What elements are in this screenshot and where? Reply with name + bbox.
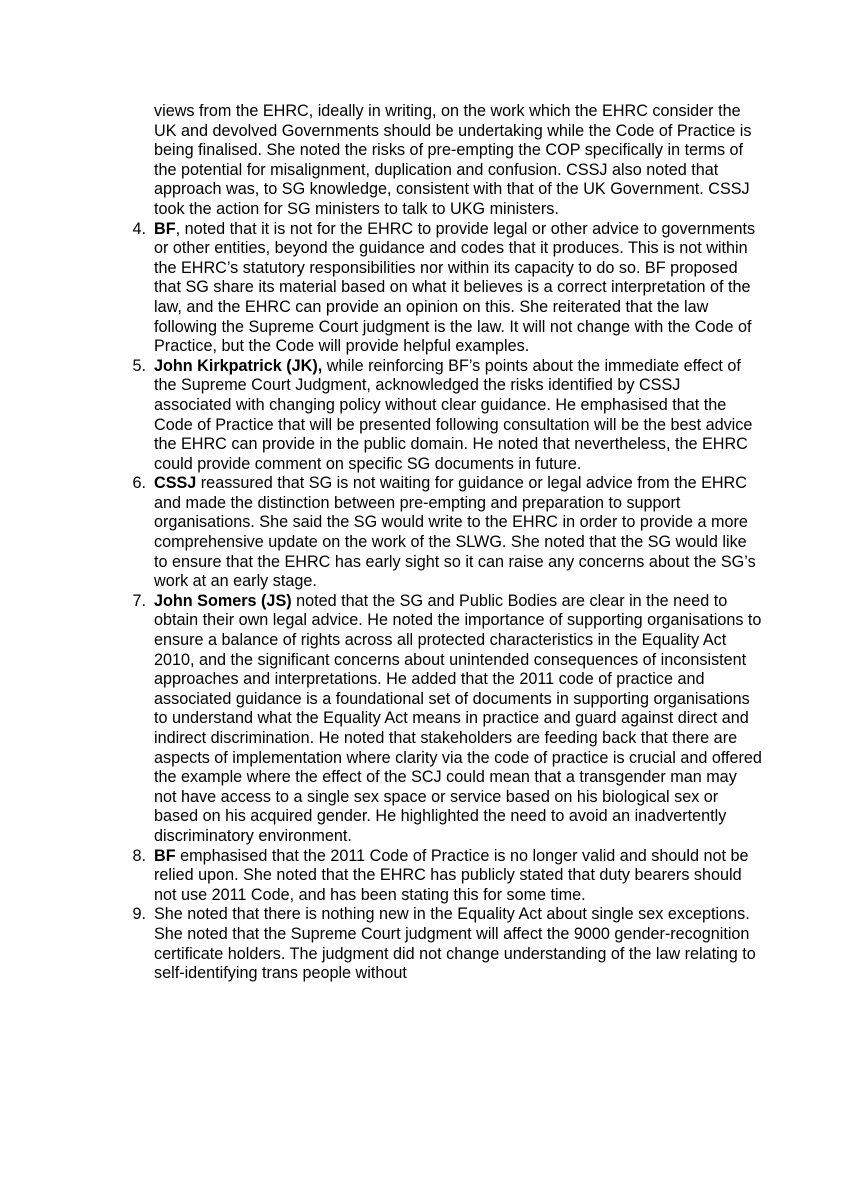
item-body: while reinforcing BF’s points about the immediate effect of the Supreme Court Judgment, acknowledged the risks identified by CSSJ associated with changing policy without clear guidance. He emphasised that the Code of Practice that will be presented following consultation will be the best advice the EHRC can provide in the public domain. He noted that nevertheless, the EHRC could provide comment on specific SG documents in future. — [154, 356, 753, 473]
item-number: 8. — [132, 846, 146, 865]
item-lead: CSSJ — [154, 474, 197, 493]
list-item — [122, 357, 762, 475]
item-body: noted that the SG and Public Bodies are clear in the need to obtain their own legal advice. He noted the importance of supporting organisations to ensure a balance of rights across all protected characteristics in the Equality Act 2010, and the significant concerns about unintended consequences of inconsistent approaches and interpretations. He added that the 2011 code of practice and associated guidance is a foundational set of documents in supporting organisations to understand what the Equality Act means in practice and guard against direct and indirect discrimination. He noted that stakeholders are feeding back that there are aspects of implementation where clarity via the code of practice is crucial and offered the example where the effect of the SCJ could mean that a transgender man may not have access to a single sex space or service based on his biological sex or based on his acquired gender. He highlighted the need to avoid an inadvertently discriminatory environment. — [154, 591, 762, 845]
list-item — [122, 102, 762, 220]
item-number: 5. — [132, 356, 146, 375]
item-lead: BF — [154, 846, 176, 865]
item-body: She noted that there is nothing new in the Equality Act about single sex exceptions. She noted that the Supreme Court judgment will affect the 9000 gender-recognition certificate holders. The judgment did not change understanding of the law relating to self-identifying trans people without — [154, 905, 756, 983]
list-item — [122, 847, 762, 906]
item-number: 6. — [132, 474, 146, 493]
item-text — [154, 847, 762, 906]
item-text — [154, 357, 762, 475]
item-lead: John Kirkpatrick (JK), — [154, 356, 323, 375]
list-item — [122, 220, 762, 357]
list-item — [122, 592, 762, 847]
item-body: emphasised that the 2011 Code of Practice is no longer valid and should not be relied upon. She noted that the EHRC has publicly stated that duty bearers should not use 2011 Code, and has been stating this for some time. — [154, 846, 749, 904]
list-item — [122, 474, 762, 592]
item-number: 7. — [132, 591, 146, 610]
item-body: , noted that it is not for the EHRC to provide legal or other advice to governments or other entities, beyond the guidance and codes that it produces. This is not within the EHRC’s statutory responsibilities nor within its capacity to do so. BF proposed that SG share its material based on what it believes is a correct interpretation of the law, and the EHRC can provide an opinion on this. She reiterated that the law following the Supreme Court judgment is the law. It will not change with the Code of Practice, but the Code will provide helpful examples. — [154, 219, 756, 356]
item-body: views from the EHRC, ideally in writing, on the work which the EHRC consider the UK and devolved Governments should be undertaking while the Code of Practice is being finalised. She noted the risks of pre-empting the COP specifically in terms of the potential for misalignment, duplication and confusion. CSSJ also noted that approach was, to SG knowledge, consistent with that of the UK Government. CSSJ took the action for SG ministers to talk to UKG ministers. — [154, 102, 752, 218]
minutes-list — [122, 102, 762, 984]
item-lead: John Somers (JS) — [154, 591, 292, 610]
item-text — [154, 592, 762, 847]
item-text — [154, 102, 762, 220]
item-text — [154, 474, 762, 592]
item-text — [154, 220, 762, 357]
item-text — [154, 905, 762, 983]
item-lead: BF — [154, 219, 176, 238]
item-body: reassured that SG is not waiting for guidance or legal advice from the EHRC and made the distinction between pre-empting and preparation to support organisations. She said the SG would write to the EHRC in order to provide a more comprehensive update on the work of the SLWG. She noted that the SG would like to ensure that the EHRC has early sight so it can raise any concerns about the SG’s work at an early stage. — [154, 474, 756, 591]
item-number: 4. — [132, 219, 146, 238]
item-number: 9. — [132, 905, 146, 924]
list-item — [122, 905, 762, 983]
